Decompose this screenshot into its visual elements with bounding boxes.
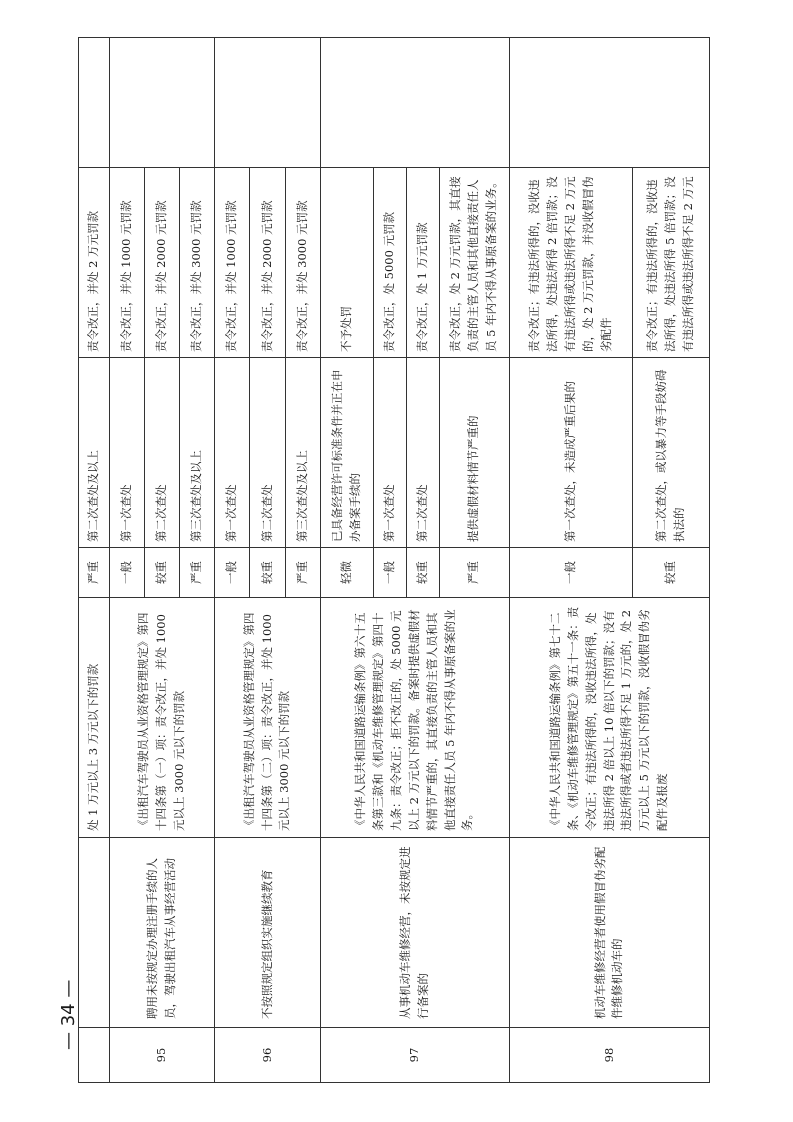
- penalty-standard: 责令改正，并处 1000 元罚款: [215, 168, 250, 358]
- violation-circumstance: 第三次查处及以上: [180, 358, 215, 548]
- remark-cell: [215, 38, 321, 168]
- penalty-standard: 责令改正，处 2 万元罚款，其直接负责的主管人员和其他直接责任人员 5 年内不得从事原备案的业务。: [439, 168, 509, 358]
- violation-title: 不按照规定组织实施继续教育: [215, 838, 321, 1028]
- item-number: [79, 1028, 110, 1083]
- table-row: [79, 38, 110, 1083]
- remark-cell: [320, 38, 509, 168]
- violation-circumstance: 提供虚假材料情节严重的: [439, 358, 509, 548]
- remark-cell: [509, 38, 709, 168]
- violation-circumstance: 已具备经营许可标准条件并正在申办备案手续的: [320, 358, 373, 548]
- violation-degree: 较重: [250, 548, 285, 598]
- violation-degree: 轻微: [320, 548, 373, 598]
- violation-title: 聘用未按规定办理注册手续的人员，驾驶出租汽车从事经营活动: [109, 838, 215, 1028]
- violation-degree: 严重: [79, 548, 110, 598]
- violation-degree: 一般: [109, 548, 144, 598]
- penalty-standard-table: [78, 37, 710, 1083]
- penalty-standard: 责令改正，并处 2000 元罚款: [144, 168, 179, 358]
- violation-circumstance: 第一次查处: [373, 358, 406, 548]
- legal-basis: 《中华人民共和国道路运输条例》第六十五条第三款和《机动车维修管理规定》第四十九条：责令改正；拒不改正的，处 5000 元以上 2 万元以下的罚款。备案时提供虚假材料情节严重的，其直接负责的主管人员和其他直接责任人员 5 年内不得从事原备案的业务。: [320, 598, 509, 838]
- violation-degree: 一般: [373, 548, 406, 598]
- violation-circumstance: 第二次查处: [250, 358, 285, 548]
- violation-degree: 严重: [285, 548, 320, 598]
- item-number: 98: [509, 1028, 709, 1083]
- legal-basis: 《中华人民共和国道路运输条例》第七十二条、《机动车维修管理规定》第五十一条：责令改正；有违法所得的，没收违法所得，处违法所得 2 倍以上 10 倍以下的罚款；没有违法所得或者违法所得不足 1 万元的，处 2 万元以上 5 万元以下的罚款，没收假冒伪劣配件及报废: [509, 598, 709, 838]
- penalty-standard: 责令改正，处 1 万元罚款: [406, 168, 439, 358]
- violation-degree: 较重: [632, 548, 709, 598]
- violation-title: 机动车维修经营者使用假冒伪劣配件维修机动车的: [509, 838, 709, 1028]
- violation-degree: 严重: [180, 548, 215, 598]
- penalty-standard: 责令改正，并处 3000 元罚款: [285, 168, 320, 358]
- violation-circumstance: 第一次查处: [109, 358, 144, 548]
- penalty-standard: 责令改正，并处 1000 元罚款: [109, 168, 144, 358]
- item-number: 95: [109, 1028, 215, 1083]
- violation-title: 从事机动车维修经营，未按规定进行备案的: [320, 838, 509, 1028]
- violation-circumstance: 第二次查处及以上: [79, 358, 110, 548]
- page-number: — 34 —: [58, 979, 79, 1050]
- penalty-standard: 责令改正；有违法所得的，没收违法所得，处违法所得 5 倍罚款；没有违法所得或违法所得不足 2 万元: [632, 168, 709, 358]
- violation-degree: 严重: [439, 548, 509, 598]
- table-row: [215, 38, 250, 1083]
- violation-circumstance: 第二次查处: [144, 358, 179, 548]
- violation-circumstance: 第三次查处及以上: [285, 358, 320, 548]
- rotated-table-container: [78, 38, 710, 1083]
- violation-degree: 一般: [215, 548, 250, 598]
- penalty-standard: 不予处罚: [320, 168, 373, 358]
- violation-degree: 较重: [406, 548, 439, 598]
- penalty-standard: 责令改正，并处 2 万元罚款: [79, 168, 110, 358]
- legal-basis: 《出租汽车驾驶员从业资格管理规定》第四十四条第（一）项：责令改正，并处 1000 元以上 3000 元以下的罚款: [109, 598, 215, 838]
- table-row: [509, 38, 632, 1083]
- legal-basis: 处 1 万元以上 3 万元以下的罚款: [79, 598, 110, 838]
- violation-degree: 较重: [144, 548, 179, 598]
- item-number: 96: [215, 1028, 321, 1083]
- violation-circumstance: 第一次查处: [215, 358, 250, 548]
- penalty-standard: 责令改正，并处 2000 元罚款: [250, 168, 285, 358]
- table-row: [320, 38, 373, 1083]
- violation-circumstance: 第二次查处: [406, 358, 439, 548]
- violation-circumstance: 第二次查处，或以暴力等手段妨碍执法的: [632, 358, 709, 548]
- violation-circumstance: 第一次查处，未造成严重后果的: [509, 358, 632, 548]
- table-row: [109, 38, 144, 1083]
- violation-degree: 一般: [509, 548, 632, 598]
- legal-basis: 《出租汽车驾驶员从业资格管理规定》第四十四条第（二）项：责令改正，并处 1000 元以上 3000 元以下的罚款: [215, 598, 321, 838]
- item-number: 97: [320, 1028, 509, 1083]
- penalty-standard: 责令改正，处 5000 元罚款: [373, 168, 406, 358]
- remark-cell: [109, 38, 215, 168]
- penalty-standard: 责令改正，并处 3000 元罚款: [180, 168, 215, 358]
- remark-cell: [79, 38, 110, 168]
- penalty-standard: 责令改正；有违法所得的，没收违法所得，处违法所得 2 倍罚款；没有违法所得或违法所得不足 2 万元的，处 2 万元罚款，并没收假冒伪劣配件: [509, 168, 632, 358]
- violation-title: [79, 838, 110, 1028]
